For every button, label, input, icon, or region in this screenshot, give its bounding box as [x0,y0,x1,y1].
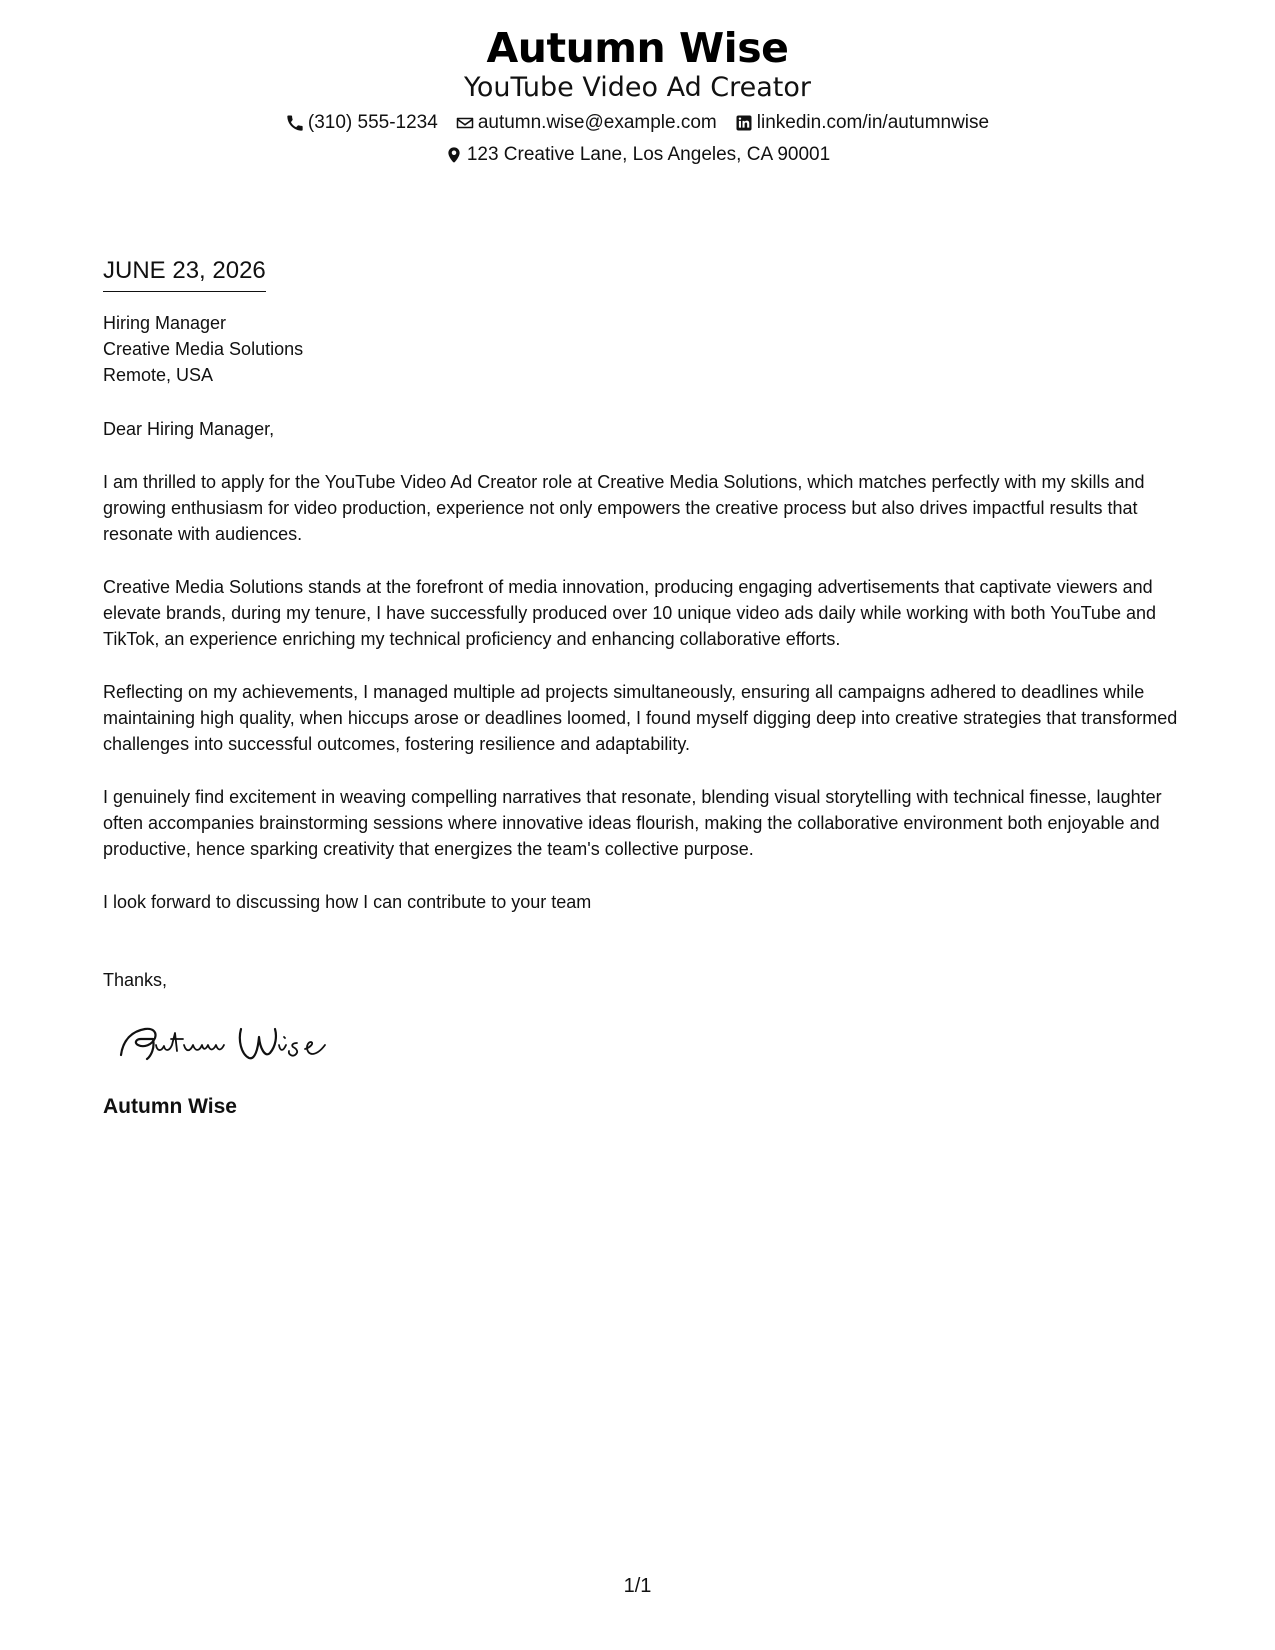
body-paragraph: Creative Media Solutions stands at the forefront of media innovation, producing engaging advertisements that captivate viewers and elevate brands, during my tenure, I have successfully produced over 10 unique video ads daily while working with both YouTube and TikTok, an experience enriching my technical proficiency and enhancing collaborative efforts. [103,577,1156,649]
signoff-name: Autumn Wise [103,1095,237,1118]
applicant-role: YouTube Video Ad Creator [463,72,812,103]
body-paragraph: I look forward to discussing how I can contribute to your team [103,892,592,912]
address-contact [445,143,830,167]
phone-text: (310) 555-1234 [307,112,438,133]
location-pin-icon [445,146,463,164]
phone-contact [286,111,438,135]
contact-row-primary [0,111,1275,135]
applicant-name: Autumn Wise [486,24,789,72]
address-text: 123 Creative Lane, Los Angeles, CA 90001 [466,144,831,165]
body-paragraph: Reflecting on my achievements, I managed multiple ad projects simultaneously, ensuring all campaigns adhered to deadlines while maintaining high quality, when hiccups arose or deadlines loomed, I found myself digging deep into creative strategies that transformed challenges into successful outcomes, fostering resilience and adaptability. [103,682,1178,754]
linkedin-icon [735,114,753,132]
recipient-company: Creative Media Solutions [103,339,304,359]
linkedin-text[interactable]: linkedin.com/in/autumnwise [756,112,990,133]
letter-header [0,22,1275,167]
closing: Thanks, [103,970,168,990]
page-number: 1/1 [623,1575,652,1597]
linkedin-contact[interactable] [735,111,989,135]
phone-icon [286,114,304,132]
letter-date: JUNE 23, 2026 [103,255,266,292]
email-contact[interactable] [456,111,717,135]
signature-image [117,1021,347,1069]
salutation: Dear Hiring Manager, [103,419,275,439]
envelope-icon [456,114,474,132]
letter-content [103,255,1183,1121]
email-text[interactable]: autumn.wise@example.com [477,112,717,133]
recipient-title: Hiring Manager [103,313,227,333]
recipient-location: Remote, USA [103,365,214,385]
body-paragraph: I genuinely find excitement in weaving compelling narratives that resonate, blending visual storytelling with technical finesse, laughter often accompanies brainstorming sessions where innovative ideas flourish, making the collaborative environment both enjoyable and productive, hence sparking creativity that energizes the team's collective purpose. [103,787,1162,859]
contact-row-secondary [0,143,1275,167]
recipient-block [103,310,1183,388]
body-paragraph: I am thrilled to apply for the YouTube Video Ad Creator role at Creative Media Solutions, which matches perfectly with my skills and growing enthusiasm for video production, experience not only empowers the creative process but also drives impactful results that resonate with audiences. [103,472,1145,544]
